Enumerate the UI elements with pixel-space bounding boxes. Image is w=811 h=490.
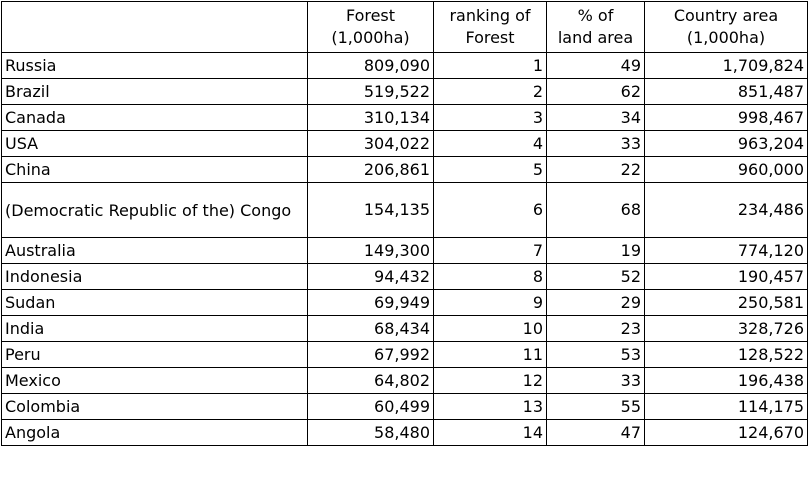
cell-forest: 58,480 <box>308 420 434 446</box>
cell-forest: 69,949 <box>308 290 434 316</box>
cell-rank: 2 <box>434 79 547 105</box>
cell-rank: 5 <box>434 157 547 183</box>
cell-country-area: 774,120 <box>645 238 808 264</box>
header-forest-line1: Forest <box>345 6 396 25</box>
table-row <box>2 79 808 105</box>
cell-country-area: 1,709,824 <box>645 53 808 79</box>
cell-country-area: 998,467 <box>645 105 808 131</box>
table-row <box>2 368 808 394</box>
cell-country-area: 190,457 <box>645 264 808 290</box>
cell-land-pct: 29 <box>547 290 645 316</box>
header-land-pct-line2: land area <box>557 28 634 47</box>
cell-land-pct: 33 <box>547 368 645 394</box>
cell-land-pct: 49 <box>547 53 645 79</box>
cell-country: Colombia <box>2 394 308 420</box>
table-row <box>2 131 808 157</box>
cell-rank: 7 <box>434 238 547 264</box>
cell-country-area: 851,487 <box>645 79 808 105</box>
cell-land-pct: 47 <box>547 420 645 446</box>
header-country-area <box>645 2 808 53</box>
cell-rank: 1 <box>434 53 547 79</box>
cell-land-pct: 22 <box>547 157 645 183</box>
cell-country-area: 234,486 <box>645 183 808 238</box>
cell-country: Brazil <box>2 79 308 105</box>
cell-forest: 68,434 <box>308 316 434 342</box>
cell-country: Indonesia <box>2 264 308 290</box>
cell-country-area: 128,522 <box>645 342 808 368</box>
header-forest-line2: (1,000ha) <box>331 28 410 47</box>
cell-country: India <box>2 316 308 342</box>
cell-forest: 64,802 <box>308 368 434 394</box>
cell-land-pct: 53 <box>547 342 645 368</box>
cell-rank: 6 <box>434 183 547 238</box>
cell-country-area: 960,000 <box>645 157 808 183</box>
table-header <box>2 2 808 53</box>
table-row <box>2 342 808 368</box>
header-country <box>2 2 308 53</box>
cell-country: Russia <box>2 53 308 79</box>
cell-forest: 519,522 <box>308 79 434 105</box>
cell-land-pct: 52 <box>547 264 645 290</box>
cell-land-pct: 62 <box>547 79 645 105</box>
cell-land-pct: 55 <box>547 394 645 420</box>
cell-country: Sudan <box>2 290 308 316</box>
cell-forest: 809,090 <box>308 53 434 79</box>
cell-rank: 9 <box>434 290 547 316</box>
table-row <box>2 183 808 238</box>
cell-forest: 67,992 <box>308 342 434 368</box>
cell-land-pct: 68 <box>547 183 645 238</box>
cell-country: Canada <box>2 105 308 131</box>
cell-forest: 304,022 <box>308 131 434 157</box>
cell-country-area: 250,581 <box>645 290 808 316</box>
header-ranking <box>434 2 547 53</box>
cell-rank: 11 <box>434 342 547 368</box>
table-row <box>2 238 808 264</box>
table-row <box>2 264 808 290</box>
cell-land-pct: 23 <box>547 316 645 342</box>
cell-country-area: 328,726 <box>645 316 808 342</box>
table-row <box>2 394 808 420</box>
cell-rank: 10 <box>434 316 547 342</box>
cell-forest: 206,861 <box>308 157 434 183</box>
cell-rank: 8 <box>434 264 547 290</box>
table-row <box>2 157 808 183</box>
cell-forest: 154,135 <box>308 183 434 238</box>
header-ranking-line1: ranking of <box>449 6 531 25</box>
cell-rank: 14 <box>434 420 547 446</box>
cell-rank: 13 <box>434 394 547 420</box>
cell-country: Mexico <box>2 368 308 394</box>
header-forest <box>308 2 434 53</box>
header-land-pct <box>547 2 645 53</box>
cell-land-pct: 34 <box>547 105 645 131</box>
table-body <box>2 53 808 446</box>
table-row <box>2 53 808 79</box>
table-row <box>2 105 808 131</box>
cell-country: Angola <box>2 420 308 446</box>
cell-rank: 12 <box>434 368 547 394</box>
cell-country-area: 963,204 <box>645 131 808 157</box>
cell-country: (Democratic Republic of the) Congo <box>2 183 308 238</box>
header-land-pct-line1: % of <box>577 6 614 25</box>
cell-country: Australia <box>2 238 308 264</box>
header-row <box>2 2 808 53</box>
table-row <box>2 420 808 446</box>
cell-rank: 4 <box>434 131 547 157</box>
cell-forest: 60,499 <box>308 394 434 420</box>
table-row <box>2 290 808 316</box>
cell-country: USA <box>2 131 308 157</box>
header-country-area-line1: Country area <box>673 6 779 25</box>
cell-country-area: 124,670 <box>645 420 808 446</box>
cell-country-area: 196,438 <box>645 368 808 394</box>
cell-rank: 3 <box>434 105 547 131</box>
header-country-area-line2: (1,000ha) <box>686 28 766 47</box>
forest-table <box>1 1 808 446</box>
cell-forest: 94,432 <box>308 264 434 290</box>
cell-forest: 310,134 <box>308 105 434 131</box>
cell-country: Peru <box>2 342 308 368</box>
header-ranking-line2: Forest <box>465 28 515 47</box>
cell-country-area: 114,175 <box>645 394 808 420</box>
cell-country: China <box>2 157 308 183</box>
cell-land-pct: 19 <box>547 238 645 264</box>
table-row <box>2 316 808 342</box>
cell-land-pct: 33 <box>547 131 645 157</box>
cell-forest: 149,300 <box>308 238 434 264</box>
